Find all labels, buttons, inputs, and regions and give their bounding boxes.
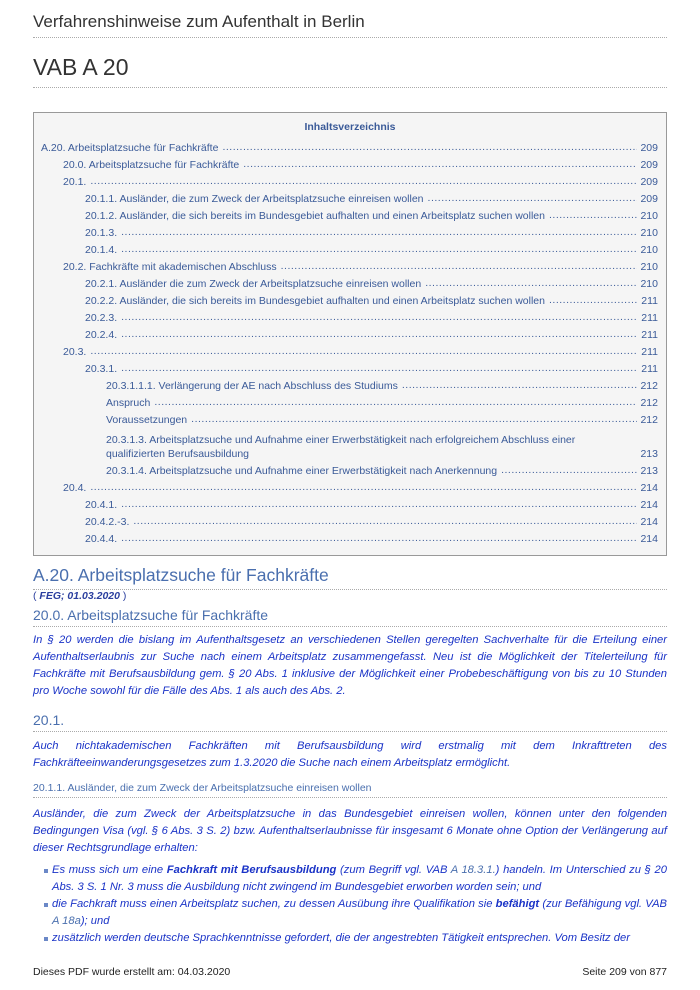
toc-leader-dots [121, 225, 637, 239]
toc-leader-dots [281, 259, 638, 273]
toc-entry-page[interactable]: 213 [640, 465, 658, 477]
toc-entry-page[interactable]: 209 [640, 193, 658, 205]
toc-entry[interactable] [34, 376, 666, 393]
section-heading-20-0: 20.0. Arbeitsplatzsuche für Fachkräfte [33, 607, 667, 627]
section-heading-20-1-1: 20.1.1. Ausländer, die zum Zweck der Arbeitsplatzsuche einreisen wollen [33, 782, 667, 798]
toc-entry-text[interactable]: 20.3.1. [85, 363, 118, 375]
toc-entry[interactable] [34, 308, 666, 325]
toc-entry-page[interactable]: 210 [640, 227, 658, 239]
toc-leader-dots [133, 514, 637, 528]
toc-entry-page[interactable]: 212 [640, 414, 658, 426]
toc-entry-text[interactable]: 20.1. [63, 176, 87, 188]
toc-entry-text[interactable]: 20.2.4. [85, 329, 118, 341]
table-of-contents [33, 112, 667, 556]
toc-entry-text[interactable]: 20.4.1. [85, 499, 118, 511]
toc-list [34, 138, 666, 546]
paragraph-20-1-1: Ausländer, die zum Zweck der Arbeitsplatzsuche in das Bundesgebiet einreisen wollen, können unter den folgenden Bedingungen Visa (vgl. § 6 Abs. 3 S. 2) bzw. Aufenthaltserlaubnisse für insgesamt 6 Monate ohne Option der Verlängerung auf dieser Rechtsgrundlage erhalten: [33, 808, 667, 854]
toc-entry-text[interactable]: 20.2. Fachkräfte mit akademischen Abschluss [63, 261, 277, 273]
toc-entry-page[interactable]: 213 [640, 448, 658, 460]
toc-entry[interactable] [34, 240, 666, 257]
toc-leader-dots [121, 327, 638, 341]
toc-entry-text[interactable]: A.20. Arbeitsplatzsuche für Fachkräfte [41, 142, 219, 154]
bullet1-a: Es muss sich um eine [52, 864, 167, 876]
toc-entry-page[interactable]: 211 [641, 329, 658, 341]
toc-entry[interactable] [34, 393, 666, 410]
toc-entry[interactable] [34, 155, 666, 172]
vab-link-18a[interactable]: A 18a [52, 915, 81, 927]
toc-entry-page[interactable]: 211 [641, 346, 658, 358]
toc-entry-text[interactable]: Anspruch [106, 397, 151, 409]
toc-entry-text[interactable]: 20.1.1. Ausländer, die zum Zweck der Arbeitsplatzsuche einreisen wollen [85, 193, 424, 205]
bullet2-bold: befähigt [495, 898, 540, 910]
bullet3-text: zusätzlich werden deutsche Sprachkenntnisse gefordert, die der angestrebten Tätigkeit entsprechen. Vom Besitz der [52, 932, 630, 944]
toc-entry-text[interactable]: 20.2.1. Ausländer die zum Zweck der Arbeitsplatzsuche einreisen wollen [85, 278, 422, 290]
toc-leader-dots [222, 140, 637, 154]
toc-entry-text[interactable]: 20.3.1.1.1. Verlängerung der AE nach Abschluss des Studiums [106, 380, 398, 392]
site-title: Verfahrenshinweise zum Aufenthalt in Berlin [33, 12, 667, 38]
toc-leader-dots [121, 531, 637, 545]
toc-entry[interactable] [34, 138, 666, 155]
toc-entry-page[interactable]: 214 [640, 499, 658, 511]
toc-entry-text[interactable]: 20.1.3. [85, 227, 118, 239]
toc-entry-text[interactable]: 20.2.2. Ausländer, die sich bereits im Bundesgebiet aufhalten und einen Arbeitsplatz suchen wollen [85, 295, 545, 307]
section-heading-a20[interactable]: A.20. Arbeitsplatzsuche für Fachkräfte [33, 565, 667, 590]
toc-entry-page[interactable]: 212 [640, 380, 658, 392]
toc-entry[interactable] [34, 427, 666, 461]
paragraph-20-1: Auch nichtakademischen Fachkräften mit Berufsausbildung wird erstmalig mit dem Inkrafttreten des Fachkräfteeinwanderungsgesetzes zum 1.3.2020 die Suche nach einem Arbeitsplatz ermöglicht. [33, 740, 667, 769]
toc-leader-dots [154, 395, 637, 409]
toc-entry[interactable] [34, 274, 666, 291]
list-item [44, 896, 667, 930]
toc-entry[interactable] [34, 478, 666, 495]
toc-leader-dots [90, 480, 637, 494]
toc-leader-dots [191, 412, 637, 426]
source-close: ) [119, 590, 127, 602]
toc-entry[interactable] [34, 206, 666, 223]
toc-leader-dots [121, 361, 638, 375]
toc-entry-page[interactable]: 211 [641, 312, 658, 324]
toc-entry[interactable] [34, 291, 666, 308]
toc-entry-page[interactable]: 214 [640, 533, 658, 545]
toc-entry-text[interactable]: 20.4.2.-3. [85, 516, 130, 528]
toc-entry-page[interactable]: 210 [640, 244, 658, 256]
bullet2-a: die Fachkraft muss einen Arbeitsplatz suchen, zu dessen Ausübung ihre Qualifikation sie [52, 898, 496, 910]
toc-entry[interactable] [34, 172, 666, 189]
toc-entry-text[interactable]: 20.4. [63, 482, 87, 494]
bullet-icon [44, 937, 48, 941]
toc-entry[interactable] [34, 512, 666, 529]
toc-entry[interactable] [34, 410, 666, 427]
toc-leader-dots [243, 157, 637, 171]
toc-entry-page[interactable]: 209 [640, 142, 658, 154]
toc-entry-text[interactable]: 20.2.3. [85, 312, 118, 324]
bullet1-d: ) handeln. Im Unterschied zu § 20 Abs. 3 S. 1 Nr. 3 muss die Ausbildung nicht zwingend im Bundesgebiet erworben worden sein; und [52, 864, 667, 893]
list-item [44, 930, 667, 947]
toc-leader-dots [425, 276, 637, 290]
toc-leader-dots [549, 293, 638, 307]
toc-entry-text[interactable]: 20.4.4. [85, 533, 118, 545]
toc-leader-dots [121, 242, 637, 256]
toc-entry-text[interactable]: 20.3. [63, 346, 87, 358]
toc-entry[interactable] [34, 461, 666, 478]
bullet-icon [44, 903, 48, 907]
footer-created-date: Dieses PDF wurde erstellt am: 04.03.2020 [33, 966, 231, 978]
vab-link-18-3-1[interactable]: A 18.3.1. [450, 864, 496, 876]
source-reference [33, 590, 126, 602]
toc-leader-dots [402, 378, 638, 392]
toc-entry-text[interactable]: 20.0. Arbeitsplatzsuche für Fachkräfte [63, 159, 240, 171]
toc-entry[interactable] [34, 495, 666, 512]
toc-entry-page[interactable]: 212 [640, 397, 658, 409]
bullet1-c: (zum Begriff vgl. VAB [336, 864, 451, 876]
toc-leader-dots [501, 463, 637, 477]
toc-entry-page[interactable]: 209 [640, 159, 658, 171]
footer-page-number: Seite 209 von 877 [582, 966, 667, 978]
toc-entry[interactable] [34, 223, 666, 240]
source-open: ( [33, 590, 40, 602]
toc-entry[interactable] [34, 189, 666, 206]
toc-entry-page[interactable]: 210 [640, 210, 658, 222]
toc-leader-dots [428, 191, 638, 205]
toc-entry-page[interactable]: 209 [640, 176, 658, 188]
toc-entry-page[interactable]: 211 [641, 363, 658, 375]
paragraph-20-0: In § 20 werden die bislang im Aufenthaltsgesetz an verschiedenen Stellen geregelten Sachverhalte für die Erteilung einer Aufenthaltserlaubnis zur Suche nach einem Arbeitsplatz zusammengefasst. Neu ist die Möglichkeit der Titelerteilung für Fachkräfte mit Berufsausbildung gem. § 20 Abs. 1 inklusive der Möglichkeit einer Probebeschäftigung von bis zu 10 Stunden pro Woche sowohl für die Fälle des Abs. 1 als auch des Abs. 2. [33, 634, 667, 697]
toc-entry-text[interactable]: 20.3.1.3. Arbeitsplatzsuche und Aufnahme einer Erwerbstätigkeit nach erfolgreichem Abschluss einer qualifizierten Berufsausbildung [106, 434, 576, 460]
toc-entry-page[interactable]: 214 [640, 482, 658, 494]
toc-entry-text[interactable]: 20.3.1.4. Arbeitsplatzsuche und Aufnahme einer Erwerbstätigkeit nach Anerkennung [106, 465, 498, 477]
toc-entry[interactable] [34, 257, 666, 274]
toc-leader-dots [90, 344, 638, 358]
toc-entry[interactable] [34, 359, 666, 376]
source-link[interactable]: FEG; 01.03.2020 [39, 590, 120, 602]
toc-entry-page[interactable]: 211 [641, 295, 658, 307]
toc-title: Inhaltsverzeichnis [304, 121, 396, 133]
toc-leader-dots [549, 208, 637, 222]
toc-entry-page[interactable]: 210 [640, 278, 658, 290]
list-item [44, 862, 667, 896]
toc-entry[interactable] [34, 342, 666, 359]
condition-list [44, 862, 667, 947]
toc-leader-dots [121, 310, 638, 324]
toc-entry-text[interactable]: Voraussetzungen [106, 414, 188, 426]
bullet1-bold: Fachkraft mit Berufsausbildung [166, 864, 337, 876]
toc-entry-text[interactable]: 20.1.2. Ausländer, die sich bereits im Bundesgebiet aufhalten und einen Arbeitsplatz suchen wollen [85, 210, 545, 222]
toc-entry-text[interactable]: 20.1.4. [85, 244, 118, 256]
document-title: VAB A 20 [33, 54, 667, 88]
toc-entry[interactable] [34, 325, 666, 342]
bullet2-c: (zur Befähigung vgl. VAB [539, 898, 667, 910]
toc-leader-dots [121, 497, 637, 511]
toc-entry-page[interactable]: 210 [640, 261, 658, 273]
bullet2-d: ); und [80, 915, 110, 927]
toc-entry-page[interactable]: 214 [640, 516, 658, 528]
bullet-icon [44, 869, 48, 873]
section-heading-20-1: 20.1. [33, 712, 667, 732]
toc-entry[interactable] [34, 529, 666, 546]
toc-leader-dots [90, 174, 637, 188]
